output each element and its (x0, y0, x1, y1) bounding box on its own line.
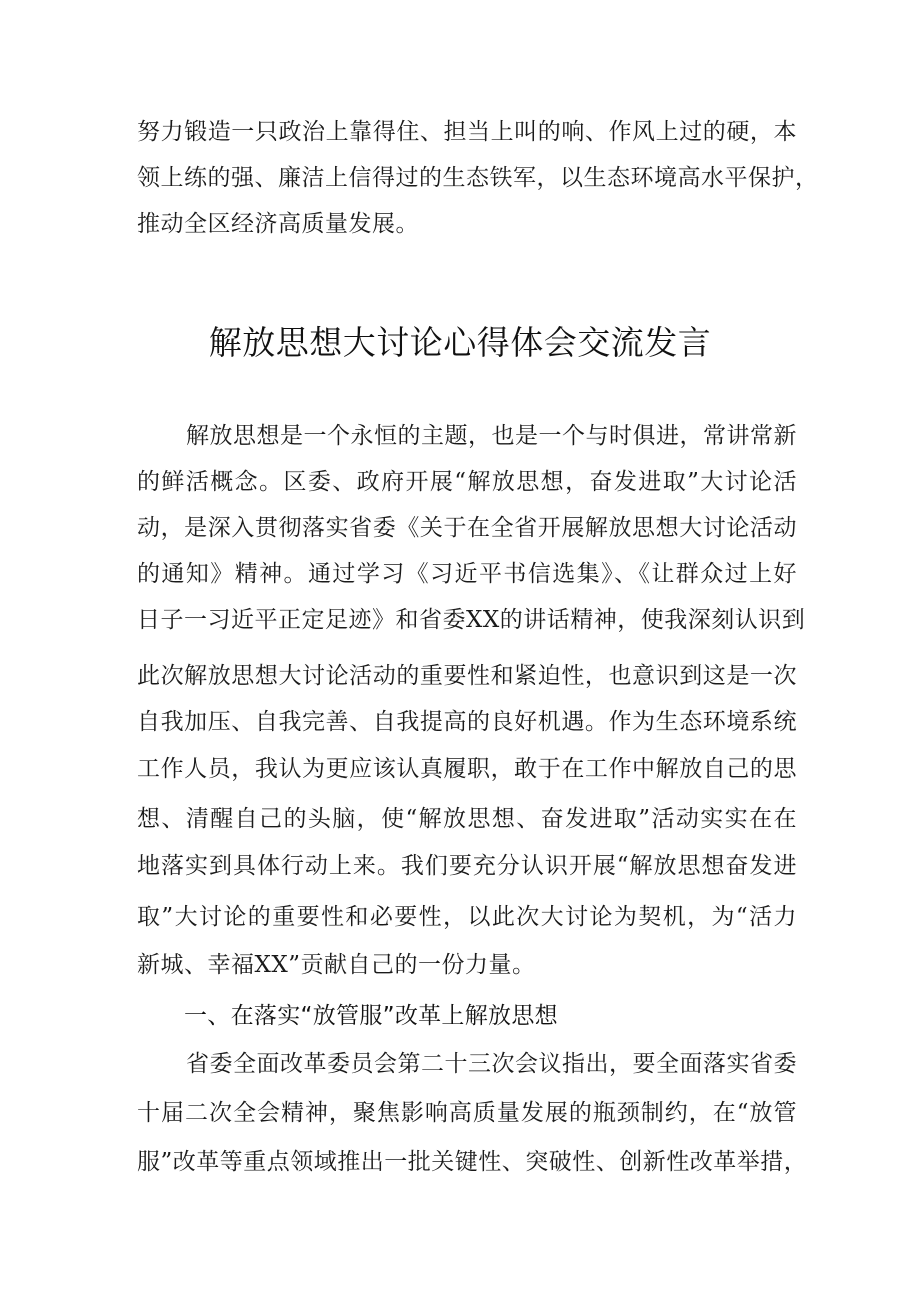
paragraph-line: 努力锻造一只政治上靠得住、担当上叫的响、作风上过的硬，本 (137, 119, 797, 145)
paragraph-line: 解放思想是一个永恒的主题，也是一个与时俱进，常讲常新 (186, 423, 797, 449)
paragraph-line: 工作人员，我认为更应该认真履职，敢于在工作中解放自己的思 (137, 756, 797, 782)
paragraph-line: 新城、幸福XX”贡献自己的一份力量。 (137, 952, 536, 978)
paragraph-line: 服”改革等重点领域推出一批关键性、突破性、创新性改革举措， (137, 1149, 808, 1175)
paragraph-line: 十届二次全会精神，聚焦影响高质量发展的瓶颈制约，在“放管 (137, 1100, 797, 1126)
paragraph-line: 自我加压、自我完善、自我提高的良好机遇。作为生态环境系统 (137, 709, 797, 735)
paragraph-line: 取”大讨论的重要性和必要性，以此次大讨论为契机，为“活力 (137, 904, 797, 930)
article-title: 解放思想大讨论心得体会交流发言 (208, 323, 712, 362)
paragraph-line: 日子一习近平正定足迹》和省委XX的讲话精神，使我深刻认识到 (137, 607, 806, 633)
paragraph-line: 动，是深入贯彻落实省委《关于在全省开展解放思想大讨论活动 (137, 515, 797, 541)
paragraph-line: 领上练的强、廉洁上信得过的生态铁军，以生态环境高水平保护， (137, 165, 819, 191)
paragraph-line: 推动全区经济高质量发展。 (137, 211, 419, 237)
paragraph-line: 想、清醒自己的头脑，使“解放思想、奋发进取”活动实实在在 (137, 806, 797, 832)
paragraph-line: 省委全面改革委员会第二十三次会议指出，要全面落实省委 (186, 1051, 797, 1077)
section-heading: 一、在落实“放管服”改革上解放思想 (184, 1003, 558, 1029)
paragraph-line: 此次解放思想大讨论活动的重要性和紧迫性，也意识到这是一次 (137, 663, 797, 689)
paragraph-line: 地落实到具体行动上来。我们要充分认识开展“解放思想奋发进 (137, 853, 797, 879)
paragraph-line: 的通知》精神。通过学习《习近平书信选集》、《让群众过上好 (137, 561, 797, 587)
paragraph-line: 的鲜活概念。区委、政府开展“解放思想，奋发进取”大讨论活 (137, 469, 797, 495)
